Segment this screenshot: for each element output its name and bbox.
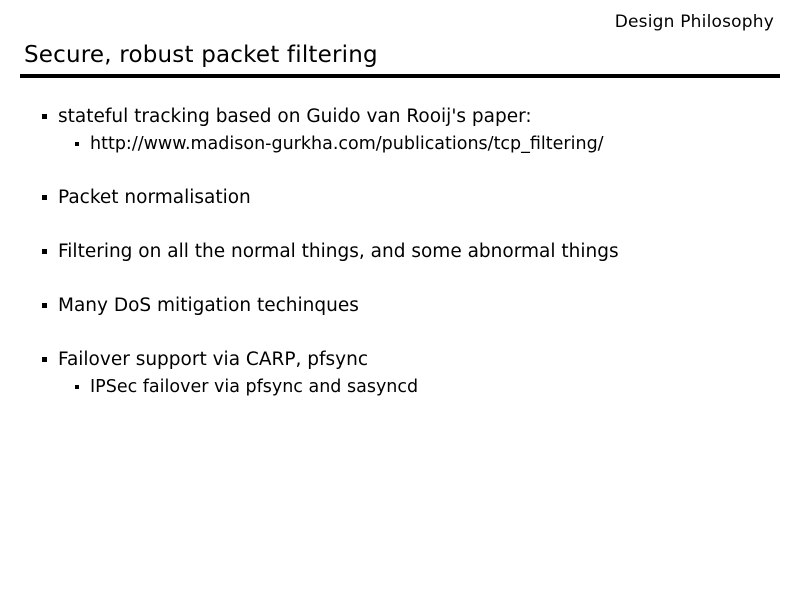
bullet-marker-icon bbox=[75, 385, 79, 389]
bullet-group bbox=[40, 239, 770, 265]
sub-bullet-item bbox=[72, 375, 770, 400]
bullet-text: Failover support via CARP, pfsync bbox=[58, 349, 368, 370]
bullet-item bbox=[40, 104, 770, 130]
bullet-text: Filtering on all the normal things, and some abnormal things bbox=[58, 241, 619, 262]
bullet-marker-icon bbox=[42, 303, 47, 308]
bullet-group bbox=[40, 185, 770, 211]
bullet-text: Packet normalisation bbox=[58, 187, 251, 208]
bullet-marker-icon bbox=[42, 357, 47, 362]
slide-title: Secure, robust packet filtering bbox=[24, 42, 378, 68]
bullet-text: Many DoS mitigation techinques bbox=[58, 295, 359, 316]
sub-bullet-item bbox=[72, 132, 770, 157]
sub-bullet-text: IPSec failover via pfsync and sasyncd bbox=[90, 377, 419, 397]
bullet-item bbox=[40, 347, 770, 373]
bullet-marker-icon bbox=[42, 249, 47, 254]
bullet-group bbox=[40, 293, 770, 319]
sub-bullet-text: http://www.madison-gurkha.com/publications/tcp_filtering/ bbox=[90, 134, 604, 154]
bullet-marker-icon bbox=[75, 142, 79, 146]
bullet-group bbox=[40, 347, 770, 400]
bullet-group bbox=[40, 104, 770, 157]
bullet-marker-icon bbox=[42, 195, 47, 200]
title-divider bbox=[20, 74, 780, 78]
bullet-item bbox=[40, 293, 770, 319]
bullet-marker-icon bbox=[42, 114, 47, 119]
slide-content bbox=[40, 104, 770, 400]
bullet-item bbox=[40, 185, 770, 211]
bullet-item bbox=[40, 239, 770, 265]
bullet-text: stateful tracking based on Guido van Rooij's paper: bbox=[58, 106, 532, 127]
slide-section-label: Design Philosophy bbox=[614, 12, 774, 32]
